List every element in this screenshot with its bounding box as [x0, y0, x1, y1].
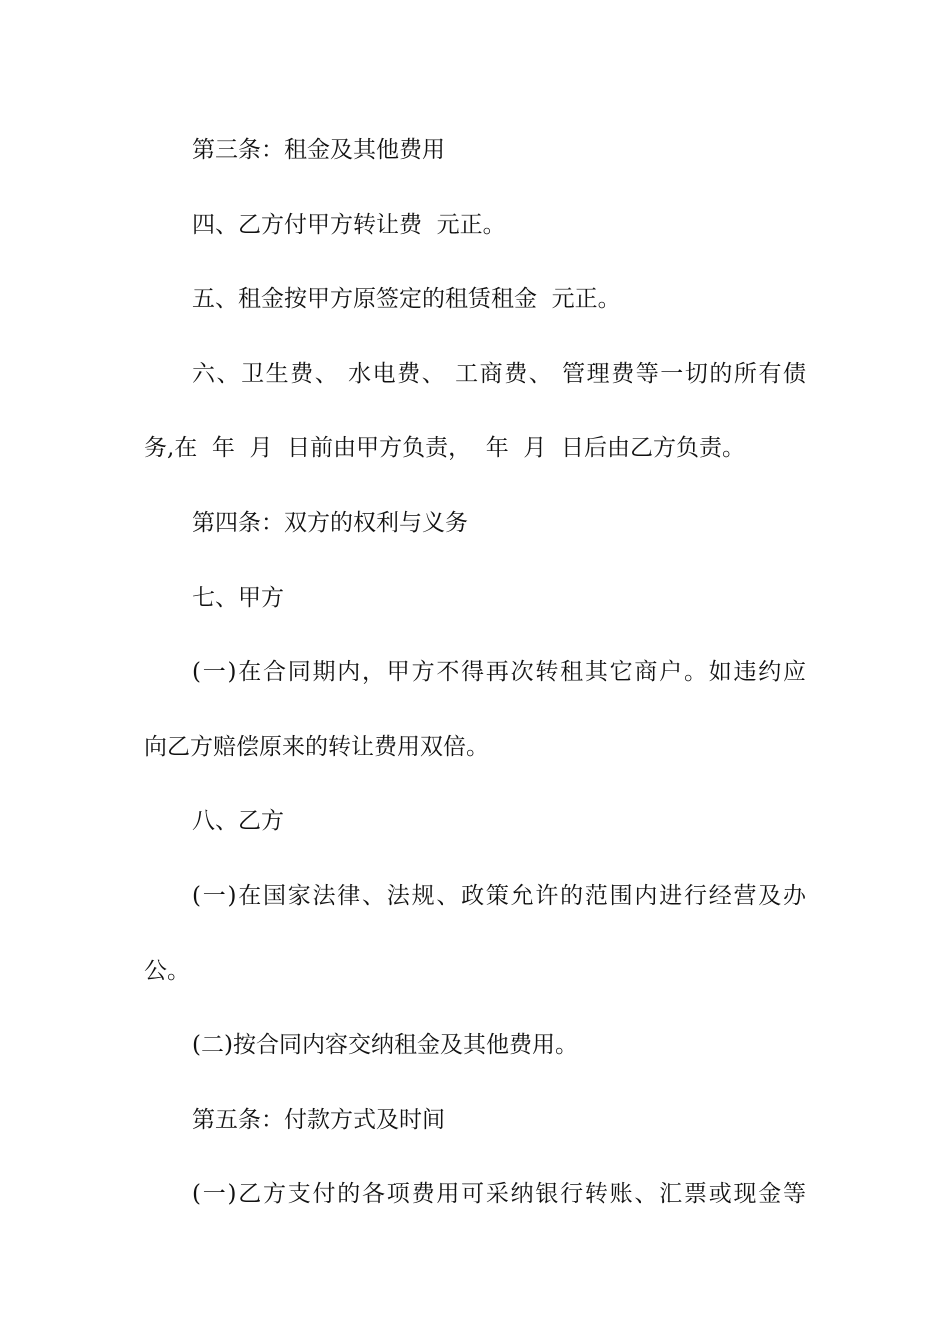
clause-4-transfer-fee: 四、乙方付甲方转让费 元正。	[192, 211, 506, 238]
document-body	[144, 128, 806, 1247]
clause-7-item-1-line-1: (一)在合同期内，甲方不得再次转租其它商户。如违约应	[192, 659, 806, 686]
clause-7-item-1-line-2: 向乙方赔偿原来的转让费用双倍。	[144, 733, 489, 760]
clause-8-item-2: (二)按合同内容交纳租金及其他费用。	[192, 1032, 578, 1059]
article-3-heading: 第三条：租金及其他费用	[192, 137, 445, 163]
clause-8-item-1-line-2: 公。	[144, 957, 190, 984]
clause-8-item-1-line-1: (一)在国家法律、法规、政策允许的范围内进行经营及办	[192, 882, 806, 909]
clause-6-fees-line-2: 务,在 年 月 日前由甲方负责， 年 月 日后由乙方负责。	[144, 435, 746, 462]
clause-5-rent: 五、租金按甲方原签定的租赁租金 元正。	[192, 286, 621, 313]
clause-8-party-b: 八、乙方	[192, 808, 284, 835]
article-5-item-1-line-1: (一)乙方支付的各项费用可采纳银行转账、汇票或现金等	[192, 1181, 806, 1208]
clause-7-party-a: 七、甲方	[192, 584, 284, 611]
article-4-heading: 第四条：双方的权利与义务	[192, 509, 468, 536]
clause-6-fees-line-1: 六、卫生费、 水电费、 工商费、 管理费等一切的所有债	[192, 360, 806, 387]
article-5-heading: 第五条：付款方式及时间	[192, 1106, 445, 1133]
